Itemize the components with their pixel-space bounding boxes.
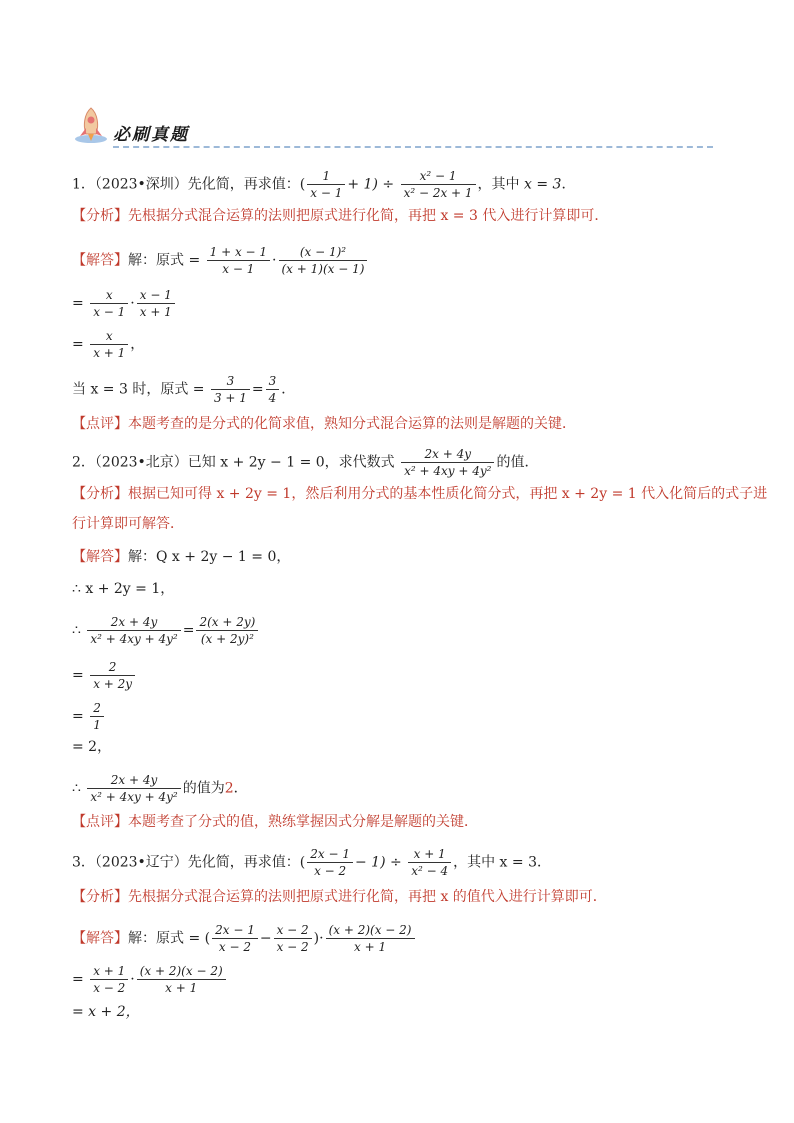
q2-solution-line3: ∴ $\frac{2x + 4y}{\text{x² + 4xy + 4y²}}$ = $\frac{2(x + 2y)}{\text{(x + 2y)²}}$ — [72, 614, 260, 647]
fraction: $\frac{1 + x - 1}{x - 1}$ — [207, 244, 270, 277]
section-title: 必刷真题 — [113, 125, 189, 145]
fraction: $\frac{3}{3 + 1}$ — [211, 373, 250, 406]
q2-conclusion: ∴ $\frac{2x + 4y}{\text{x² + 4xy + 4y²}}$ 的值为2． — [72, 773, 248, 804]
fraction: $\frac{1}{x - 1}$ — [307, 168, 345, 201]
q2-solution-line2: ∴ x + 2y = 1， — [72, 581, 175, 597]
answer-value: 2 — [224, 780, 234, 797]
q2-analysis-1: 【分析】根据已知可得 x + 2y = 1，然后利用分式的基本性质化简分式，再把 x + 2y = 1 代入化简后的式子进 — [72, 486, 768, 502]
fraction: $\frac{2x + 4y}{\text{x² + 4xy + 4y²}}$ — [401, 446, 494, 479]
q2-solution-line4: = $\frac{2}{x + 2y}$ — [72, 659, 137, 692]
fraction: $\frac{x - 2}{x - 2}$ — [274, 922, 312, 955]
q2-stem: 2．（2023•北京）已知 x + 2y − 1 = 0，求代数式 $\frac{2x + 4y}{\text{x² + 4xy + 4y²}}$ 的值． — [72, 447, 539, 478]
q1-solution-line1: 【解答】解：原式 = $\frac{1 + x - 1}{x - 1}$ · $\frac{\text{(x − 1)²}}{(x + 1)(x - 1)}$ — [72, 244, 369, 277]
fraction: $\frac{2(x + 2y)}{\text{(x + 2y)²}}$ — [196, 614, 258, 647]
fraction: $\frac{\text{(x − 1)²}}{(x + 1)(x - 1)}$ — [279, 244, 368, 277]
q2-comment: 【点评】本题考查了分式的值，熟练掌握因式分解是解题的关键． — [72, 814, 478, 830]
fraction: $\frac{x - 1}{x + 1}$ — [137, 287, 175, 320]
q3-solution-line3: = x + 2， — [72, 1004, 140, 1020]
rocket-icon — [73, 106, 109, 144]
fraction: $\frac{2}{x + 2y}$ — [90, 659, 135, 692]
fraction: $\frac{x + 1}{\text{x² − 4}}$ — [408, 846, 451, 879]
fraction: $\frac{2x + 4y}{\text{x² + 4xy + 4y²}}$ — [87, 614, 180, 647]
q1-analysis: 【分析】先根据分式混合运算的法则把原式进行化简，再把 x = 3 代入进行计算即可． — [72, 208, 609, 224]
fraction: $\frac{(x + 2)(x - 2)}{x + 1}$ — [326, 922, 415, 955]
fraction: $\frac{3}{4}$ — [266, 373, 280, 406]
q3-stem: 3．（2023•辽宁）先化简，再求值：( $\frac{2x - 1}{x - 2}$ − 1) ÷ $\frac{x + 1}{\text{x² − 4}}$ ，其中 x = 3． — [72, 847, 551, 878]
q2-solution-line6: = 2， — [72, 739, 112, 755]
fraction: $\frac{2x + 4y}{\text{x² + 4xy + 4y²}}$ — [87, 772, 180, 805]
q3-solution-line1: 【解答】解：原式 = ( $\frac{2x - 1}{x - 2}$ − $\frac{x - 2}{x - 2}$ )· $\frac{(x + 2)(x - 2)}{x + 1}$ — [72, 922, 417, 955]
q2-solution-line5: = $\frac{2}{1}$ — [72, 700, 106, 733]
fraction: $\frac{2x - 1}{x - 2}$ — [212, 922, 258, 955]
fraction: $\frac{(x + 2)(x - 2)}{x + 1}$ — [137, 963, 226, 996]
fraction: $\frac{2x - 1}{x - 2}$ — [307, 846, 353, 879]
q3-solution-line2: = $\frac{x + 1}{x - 2}$ · $\frac{(x + 2)(x - 2)}{x + 1}$ — [72, 963, 228, 996]
fraction: $\frac{2}{1}$ — [90, 700, 104, 733]
section-header — [73, 106, 713, 146]
q3-analysis: 【分析】先根据分式混合运算的法则把原式进行化简，再把 x 的值代入进行计算即可． — [72, 889, 607, 905]
q1-final: 当 x = 3 时，原式 = $\frac{3}{3 + 1}$ = $\frac{3}{4}$ ． — [72, 374, 296, 405]
q1-solution-line3: = $\frac{x}{x + 1}$ ， — [72, 329, 145, 360]
fraction: $\frac{x}{x + 1}$ — [90, 328, 128, 361]
q1-comment: 【点评】本题考查的是分式的化简求值，熟知分式混合运算的法则是解题的关键． — [72, 416, 576, 432]
q2-solution-line1: 【解答】解：Q x + 2y − 1 = 0， — [72, 549, 291, 565]
q1-stem: 1．（2023•深圳）先化简，再求值：( $\frac{1}{x - 1}$ + 1) ÷ $\frac{\text{x² − 1}}{\text{x² − 2x + 1}}$ ，其中 x = 3． — [72, 169, 576, 200]
fraction: $\frac{\text{x² − 1}}{\text{x² − 2x + 1}}$ — [401, 168, 476, 201]
fraction: $\frac{x + 1}{x - 2}$ — [90, 963, 128, 996]
q2-analysis-2: 行计算即可解答． — [72, 516, 184, 532]
fraction: $\frac{x}{x - 1}$ — [90, 287, 128, 320]
q1-solution-line2: = $\frac{x}{x - 1}$ · $\frac{x - 1}{x + 1}$ — [72, 287, 177, 320]
header-divider — [113, 146, 713, 148]
